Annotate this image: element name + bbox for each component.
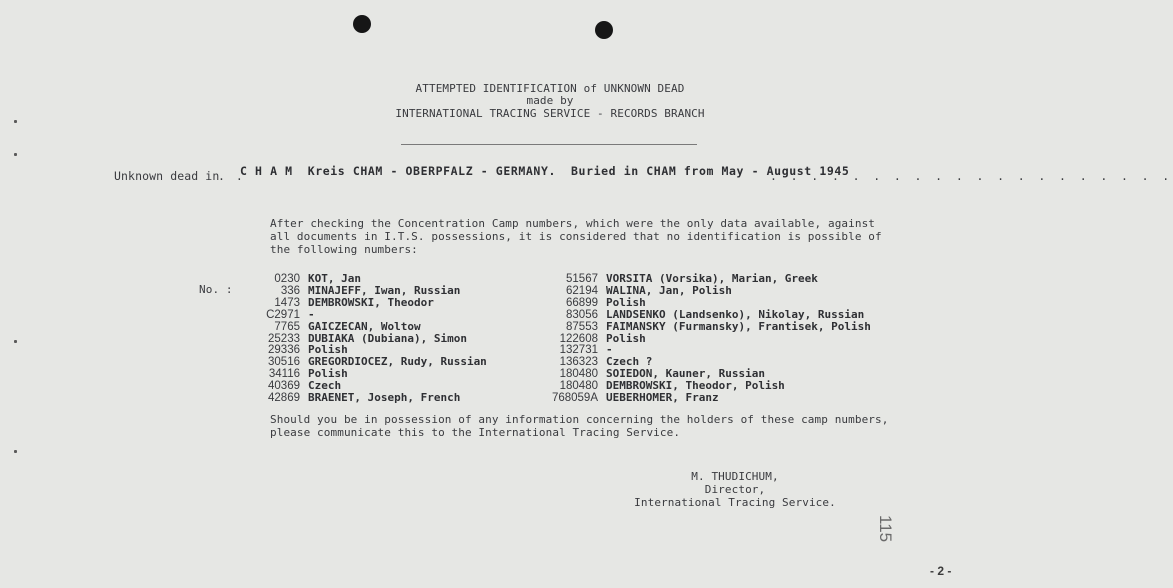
entry-row — [530, 333, 870, 345]
camp-number: 132731 — [559, 344, 598, 357]
margin-mark — [14, 120, 17, 123]
unknown-dead-location: C H A M Kreis CHAM - OBERPFALZ - GERMANY. Buried in CHAM from May - August 1945 — [240, 164, 850, 178]
camp-number: 336 — [280, 284, 300, 297]
punch-hole-left — [353, 15, 371, 33]
entry-name: BRAENET, Joseph, French — [308, 391, 461, 404]
entry-row — [230, 356, 530, 368]
entry-row — [230, 333, 530, 345]
entry-name: DEMBROWSKI, Theodor, Polish — [606, 379, 785, 393]
camp-number: 29336 — [268, 344, 300, 357]
entry-name: MINAJEFF, Iwan, Russian — [308, 283, 461, 297]
number-label: No. : — [199, 283, 233, 296]
intro-paragraph: After checking the Concentration Camp numbers, which were the only data available, against all documents in I.T.S. possessions, it is considered that no identification is possible of the following numbers: — [270, 217, 882, 256]
header-title: ATTEMPTED IDENTIFICATION of UNKNOWN DEAD — [415, 82, 685, 95]
camp-number: 180480 — [559, 368, 598, 381]
camp-number: 34116 — [268, 368, 300, 381]
entry-row — [530, 344, 870, 356]
leader-dots: . . — [218, 169, 245, 183]
entry-row — [230, 321, 530, 333]
margin-mark — [14, 450, 17, 453]
entry-name: Polish — [606, 331, 646, 345]
entry-name: Polish — [308, 343, 348, 357]
camp-number: 0230 — [274, 273, 300, 285]
camp-number: 62194 — [566, 284, 598, 297]
entry-name: GREGORDIOCEZ, Rudy, Russian — [308, 355, 487, 369]
camp-number: 768059A — [551, 392, 598, 404]
entry-name: DUBIAKA (Dubiana), Simon — [308, 331, 467, 345]
entry-name: UEBERHOMER, Franz — [606, 391, 719, 404]
entry-name: FAIMANSKY (Furmansky), Frantisek, Polish — [606, 319, 871, 333]
camp-number: 136323 — [559, 356, 598, 369]
header-divider — [401, 144, 697, 145]
side-folio-number: 115 — [876, 515, 895, 543]
camp-number: C2971 — [266, 308, 300, 321]
entry-name: WALINA, Jan, Polish — [606, 283, 732, 297]
camp-number: 40369 — [268, 380, 300, 393]
entry-name: Polish — [308, 367, 348, 381]
entry-name: - — [308, 307, 315, 321]
entry-row — [530, 392, 870, 404]
camp-number: 1473 — [274, 296, 300, 309]
entry-row — [230, 368, 530, 380]
entry-name: DEMBROWSKI, Theodor — [308, 295, 434, 309]
signature-title: Director, — [704, 483, 766, 496]
entry-name: Czech — [308, 379, 342, 393]
entry-name: GAICZECAN, Woltow — [308, 319, 421, 333]
header-organization: INTERNATIONAL TRACING SERVICE - RECORDS BRANCH — [395, 107, 705, 120]
entry-name: SOIEDON, Kauner, Russian — [606, 367, 765, 381]
camp-number: 66899 — [566, 296, 598, 309]
camp-number: 42869 — [268, 392, 300, 404]
camp-number: 51567 — [566, 273, 598, 285]
entry-row — [530, 309, 870, 321]
camp-number: 122608 — [559, 332, 598, 345]
entry-row — [530, 297, 870, 309]
entry-row — [230, 297, 530, 309]
page-number: - 2 - — [930, 564, 952, 578]
entry-name: - — [606, 343, 613, 357]
camp-number: 180480 — [559, 380, 598, 393]
entry-name: LANDSENKO (Landsenko), Nikolay, Russian — [606, 307, 865, 321]
entry-name: Czech ? — [606, 355, 653, 369]
camp-number: 30516 — [268, 356, 300, 369]
leader-dots: . . . . . . . . . . . . . . . . . . . . — [770, 169, 1173, 183]
entry-row — [530, 321, 870, 333]
camp-number: 87553 — [566, 320, 598, 333]
signature-name: M. THUDICHUM, — [691, 470, 779, 483]
entry-name: VORSITA (Vorsika), Marian, Greek — [606, 272, 818, 285]
signature-organization: International Tracing Service. — [634, 496, 836, 509]
camp-number: 25233 — [268, 332, 300, 345]
closing-paragraph: Should you be in possession of any information concerning the holders of these camp numbers, please communicate this to the International Tracing Service. — [270, 413, 889, 439]
entry-row — [230, 309, 530, 321]
camp-number: 7765 — [274, 320, 300, 333]
unknown-dead-label: Unknown dead in — [114, 169, 220, 183]
entry-name: Polish — [606, 295, 646, 309]
entry-row — [530, 285, 870, 297]
entry-row — [230, 392, 530, 404]
punch-hole-right — [595, 21, 613, 39]
entry-name: KOT, Jan — [308, 272, 361, 285]
margin-mark — [14, 340, 17, 343]
margin-mark — [14, 153, 17, 156]
header-subtitle: made by — [526, 94, 574, 107]
camp-number: 83056 — [566, 308, 598, 321]
